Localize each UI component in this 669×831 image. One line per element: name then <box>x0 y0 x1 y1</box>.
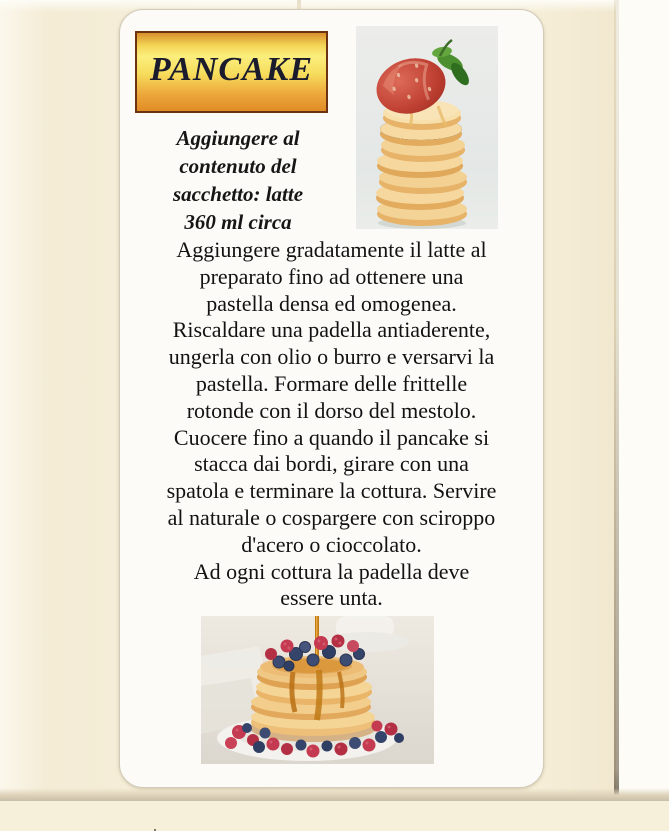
pancake-strawberry-photo-illustration <box>356 26 498 229</box>
subtitle-line: 360 ml circa <box>184 210 292 234</box>
instruction-line: Cuocere fino a quando il pancake si <box>173 424 490 450</box>
page-edge-strip <box>616 0 669 801</box>
instruction-line: Aggiungere gradatamente il latte al <box>176 237 487 262</box>
pancake-strawberry-photo <box>356 26 498 229</box>
instruction-line: stacca dai bordi, girare con una <box>194 451 469 477</box>
instruction-line: pastella densa ed omogenea. <box>206 290 457 316</box>
instruction-line: spatola e terminare la cottura. Servire <box>166 478 497 504</box>
instruction-line: al naturale o cospargere con sciroppo <box>167 504 496 530</box>
instruction-line: d'acero o cioccolato. <box>241 531 422 557</box>
subtitle-line: Aggiungere al <box>176 126 300 150</box>
instruction-line: Ad ogni cottura la padella deve <box>193 558 470 584</box>
pancake-berries-photo <box>201 616 434 764</box>
instruction-line: essere unta. <box>280 585 383 611</box>
recipe-title: PANCAKE <box>149 51 314 88</box>
recipe-subtitle <box>138 124 338 236</box>
recipe-title-banner <box>135 31 328 113</box>
page-edge-crease-line <box>614 0 619 801</box>
recipe-card <box>119 9 544 788</box>
subtitle-line: contenuto del <box>179 154 297 178</box>
instruction-line: Riscaldare una padella antiaderente, <box>172 317 491 343</box>
instruction-line: pastella. Formare delle frittelle <box>195 370 468 396</box>
instruction-line: ungerla con olio o burro e versarvi la <box>168 344 495 370</box>
scan-bottom-shadow <box>0 788 669 801</box>
instruction-line: preparato fino ad ottenere una <box>199 263 464 289</box>
recipe-instructions <box>128 237 535 612</box>
pancake-stack <box>376 100 467 226</box>
instruction-line: rotonde con il dorso del mestolo. <box>186 397 477 423</box>
pancake-berries-photo-illustration <box>201 616 434 764</box>
subtitle-line: sacchetto: latte <box>172 182 304 206</box>
